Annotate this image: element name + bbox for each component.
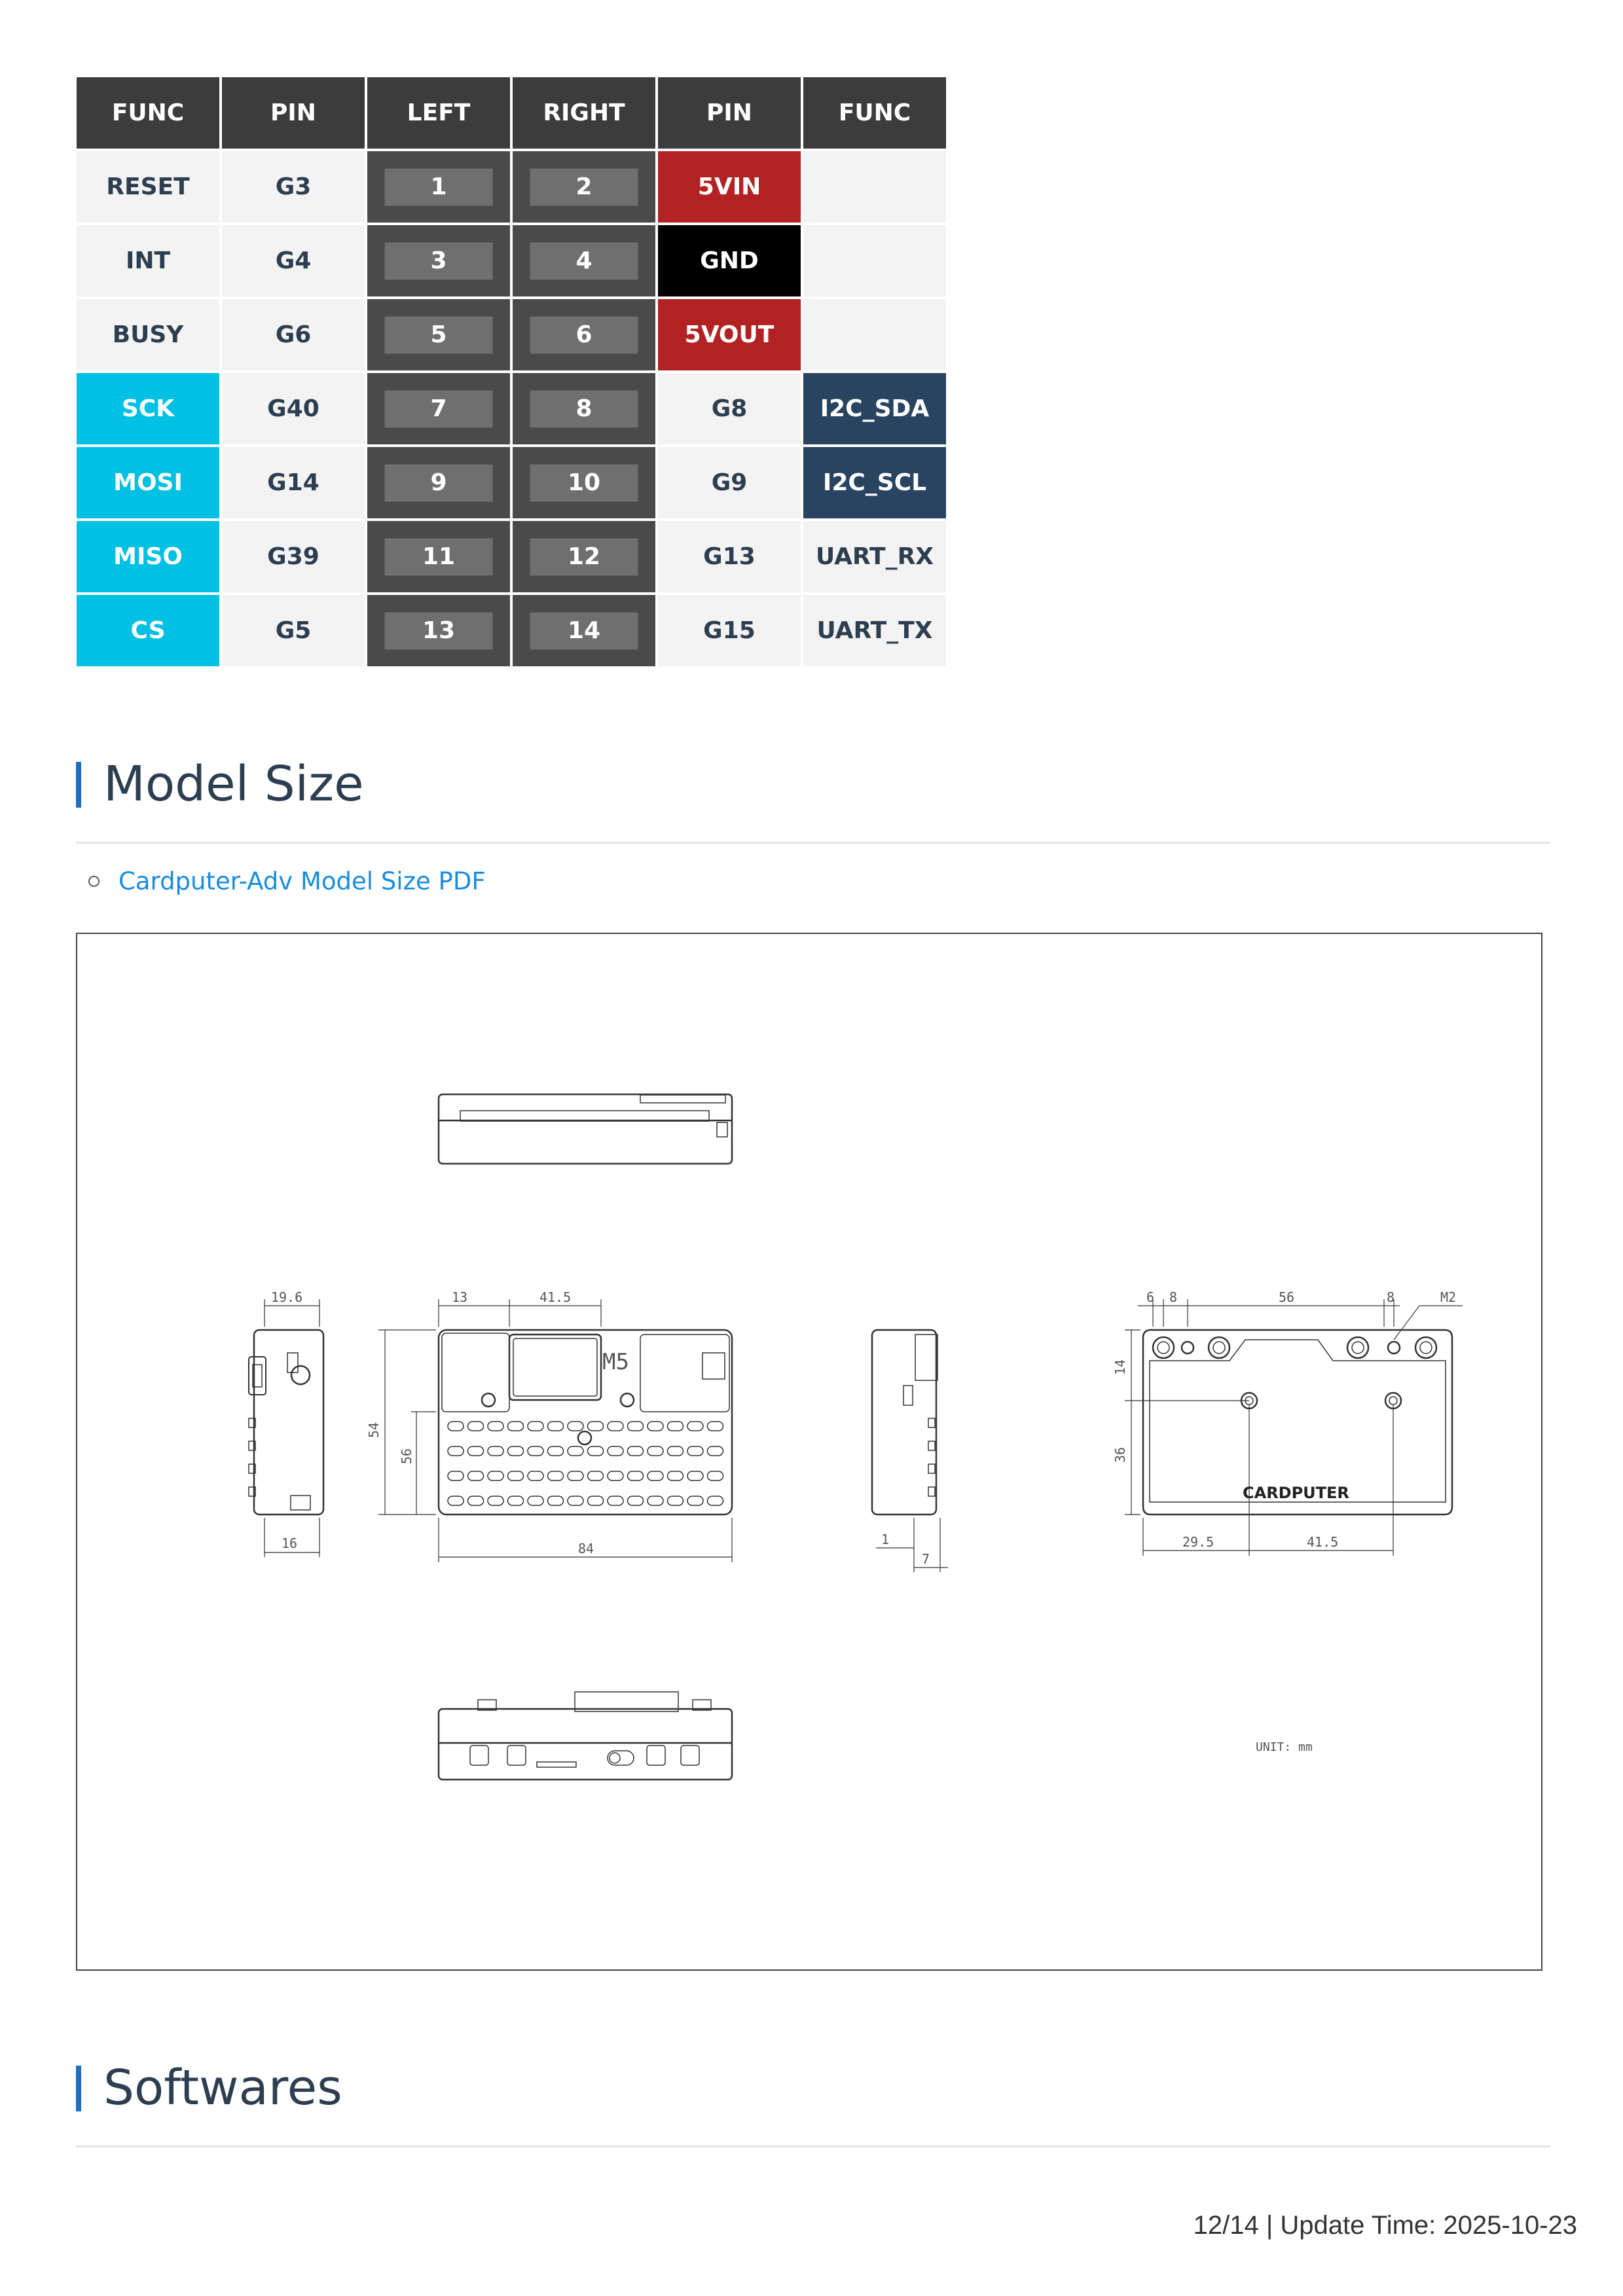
right-pin-number-cell	[513, 151, 655, 223]
unit-note: UNIT: mm	[1256, 1740, 1313, 1754]
left-pin-number-cell	[367, 595, 510, 666]
left-pin-number-cell	[367, 373, 510, 444]
func-right-cell: I2C_SCL	[803, 447, 946, 518]
left-pin-number-cell	[367, 151, 510, 223]
keyboard-key	[508, 1496, 524, 1505]
dim-back-v1: 14	[1112, 1359, 1128, 1375]
pin-left-cell: G5	[222, 595, 365, 666]
keyboard-key	[647, 1446, 663, 1456]
dim-back-d2: 8	[1169, 1289, 1178, 1305]
softwares-heading: Softwares	[76, 2062, 342, 2114]
keyboard-key	[608, 1446, 623, 1456]
keyboard-key	[588, 1496, 604, 1505]
keyboard-key	[508, 1446, 524, 1456]
m5-logo: M5	[602, 1349, 629, 1375]
dim-side-width-top: 19.6	[271, 1289, 303, 1305]
keyboard-key	[488, 1471, 503, 1480]
keyboard-key	[687, 1422, 703, 1431]
right-pin-number-cell	[513, 299, 655, 370]
keyboard-key	[548, 1471, 564, 1480]
pin-number: 14	[530, 612, 638, 650]
func-right-cell	[803, 299, 946, 370]
keyboard-key	[548, 1446, 564, 1456]
col-header-left: LEFT	[367, 77, 510, 149]
dim-back-d3: 56	[1279, 1289, 1295, 1305]
func-right-cell: UART_RX	[803, 521, 946, 592]
keyboard-key	[468, 1471, 484, 1480]
keyboard-key	[568, 1446, 583, 1456]
pin-right-cell: G13	[658, 521, 801, 592]
pin-right-cell: G15	[658, 595, 801, 666]
col-header-pin-left: PIN	[222, 77, 365, 149]
keyboard-key	[668, 1496, 684, 1505]
dim-front-screen-width: 41.5	[539, 1289, 572, 1305]
pin-left-cell: G40	[222, 373, 365, 444]
keyboard-key	[508, 1471, 524, 1480]
model-size-pdf-link[interactable]: Cardputer-Adv Model Size PDF	[119, 867, 486, 895]
func-right-cell	[803, 151, 946, 223]
keyboard-key	[608, 1422, 623, 1431]
model-size-drawing	[76, 933, 1542, 1971]
cardputer-label: CARDPUTER	[1243, 1484, 1349, 1502]
keyboard-key	[508, 1422, 524, 1431]
func-left-cell: SCK	[77, 373, 219, 444]
table-row	[77, 447, 946, 518]
keyboard-key	[488, 1422, 503, 1431]
pin-left-cell: G6	[222, 299, 365, 370]
dim-right-offset: 1	[881, 1532, 890, 1547]
pin-number: 7	[384, 390, 493, 428]
keyboard-key	[628, 1496, 644, 1505]
keyboard-key	[548, 1496, 564, 1505]
pin-number: 5	[384, 316, 493, 354]
right-pin-number-cell	[513, 447, 655, 518]
keyboard-key	[687, 1496, 703, 1505]
table-row	[77, 373, 946, 444]
func-left-cell: RESET	[77, 151, 219, 223]
pin-number: 11	[384, 538, 493, 576]
pin-number: 2	[530, 168, 638, 206]
keyboard-key	[628, 1446, 644, 1456]
pin-right-cell: GND	[658, 225, 801, 296]
model-size-heading: Model Size	[76, 758, 364, 810]
dimension-drawing-svg	[77, 934, 1541, 1969]
pin-map-table	[74, 75, 949, 669]
keyboard-key	[668, 1422, 684, 1431]
right-pin-number-cell	[513, 521, 655, 592]
pin-number: 10	[530, 464, 638, 502]
keyboard-key	[528, 1422, 543, 1431]
dim-front-left-gap: 13	[452, 1289, 468, 1305]
keyboard-key	[568, 1471, 583, 1480]
keyboard-key	[568, 1496, 583, 1505]
front-view	[439, 1330, 732, 1515]
pin-right-cell: 5VIN	[658, 151, 801, 223]
dim-front-height-outer: 54	[366, 1422, 382, 1438]
func-left-cell: MISO	[77, 521, 219, 592]
keyboard-key	[628, 1422, 644, 1431]
circle-bullet-icon	[88, 876, 100, 887]
model-size-links	[88, 865, 486, 898]
pin-left-cell: G14	[222, 447, 365, 518]
page-footer: 12/14 | Update Time: 2025-10-23	[1193, 2211, 1577, 2240]
pin-left-cell: G39	[222, 521, 365, 592]
section-divider	[76, 842, 1550, 844]
col-header-func-left: FUNC	[77, 77, 219, 149]
keyboard-key	[488, 1446, 503, 1456]
keyboard-key	[588, 1422, 604, 1431]
keyboard-key	[468, 1422, 484, 1431]
keyboard-key	[708, 1422, 723, 1431]
top-view	[439, 1094, 732, 1164]
func-left-cell: INT	[77, 225, 219, 296]
table-row	[77, 299, 946, 370]
dim-back-v2: 36	[1112, 1446, 1128, 1463]
keyboard-keys	[448, 1422, 723, 1505]
keyboard-key	[708, 1496, 723, 1505]
pin-left-cell: G4	[222, 225, 365, 296]
keyboard-key	[448, 1496, 464, 1505]
func-right-cell: I2C_SDA	[803, 373, 946, 444]
keyboard-key	[668, 1471, 684, 1480]
dim-back-thread: M2	[1440, 1289, 1457, 1305]
func-left-cell: MOSI	[77, 447, 219, 518]
func-left-cell: BUSY	[77, 299, 219, 370]
dim-right-depth: 7	[922, 1551, 930, 1567]
keyboard-key	[468, 1446, 484, 1456]
keyboard-key	[528, 1446, 543, 1456]
dim-front-height-inner: 56	[399, 1448, 414, 1464]
right-pin-number-cell	[513, 373, 655, 444]
keyboard-key	[588, 1446, 604, 1456]
right-pin-number-cell	[513, 595, 655, 666]
dim-front-width: 84	[578, 1541, 594, 1556]
list-item	[88, 865, 486, 898]
pin-number: 12	[530, 538, 638, 576]
keyboard-key	[647, 1422, 663, 1431]
pin-number: 6	[530, 316, 638, 354]
keyboard-key	[708, 1446, 723, 1456]
keyboard-key	[668, 1446, 684, 1456]
table-row	[77, 151, 946, 223]
pin-left-cell: G3	[222, 151, 365, 223]
keyboard-key	[448, 1471, 464, 1480]
pin-number: 9	[384, 464, 493, 502]
bottom-view	[439, 1692, 732, 1780]
col-header-func-right: FUNC	[803, 77, 946, 149]
pin-number: 13	[384, 612, 493, 650]
table-row	[77, 595, 946, 666]
pin-number: 4	[530, 242, 638, 280]
col-header-right: RIGHT	[513, 77, 655, 149]
pin-number: 3	[384, 242, 493, 280]
pin-right-cell: G9	[658, 447, 801, 518]
left-pin-number-cell	[367, 225, 510, 296]
keyboard-key	[647, 1496, 663, 1505]
right-pin-number-cell	[513, 225, 655, 296]
keyboard-key	[687, 1446, 703, 1456]
keyboard-key	[708, 1471, 723, 1480]
table-row	[77, 521, 946, 592]
dim-back-d1: 6	[1146, 1289, 1155, 1305]
dim-back-h1: 29.5	[1182, 1534, 1214, 1550]
col-header-pin-right: PIN	[658, 77, 801, 149]
keyboard-key	[568, 1422, 583, 1431]
keyboard-key	[468, 1496, 484, 1505]
dim-back-d4: 8	[1387, 1289, 1395, 1305]
func-right-cell: UART_TX	[803, 595, 946, 666]
keyboard-key	[488, 1496, 503, 1505]
left-pin-number-cell	[367, 299, 510, 370]
table-row	[77, 225, 946, 296]
left-pin-number-cell	[367, 521, 510, 592]
pin-right-cell: G8	[658, 373, 801, 444]
pin-number: 1	[384, 168, 493, 206]
dim-side-width-bottom: 16	[282, 1535, 298, 1551]
side-view-left	[249, 1299, 323, 1557]
func-right-cell	[803, 225, 946, 296]
keyboard-key	[528, 1496, 543, 1505]
pin-right-cell: 5VOUT	[658, 299, 801, 370]
keyboard-key	[687, 1471, 703, 1480]
keyboard-key	[608, 1496, 623, 1505]
func-left-cell: CS	[77, 595, 219, 666]
keyboard-key	[548, 1422, 564, 1431]
dim-back-h2: 41.5	[1307, 1534, 1339, 1550]
pin-number: 8	[530, 390, 638, 428]
section-divider	[76, 2145, 1550, 2147]
keyboard-key	[448, 1422, 464, 1431]
keyboard-key	[647, 1471, 663, 1480]
left-pin-number-cell	[367, 447, 510, 518]
keyboard-key	[588, 1471, 604, 1480]
back-dimension-lines	[1125, 1299, 1463, 1556]
keyboard-key	[608, 1471, 623, 1480]
keyboard-key	[528, 1471, 543, 1480]
keyboard-key	[628, 1471, 644, 1480]
keyboard-key	[448, 1446, 464, 1456]
pin-table-header-row	[77, 77, 946, 149]
